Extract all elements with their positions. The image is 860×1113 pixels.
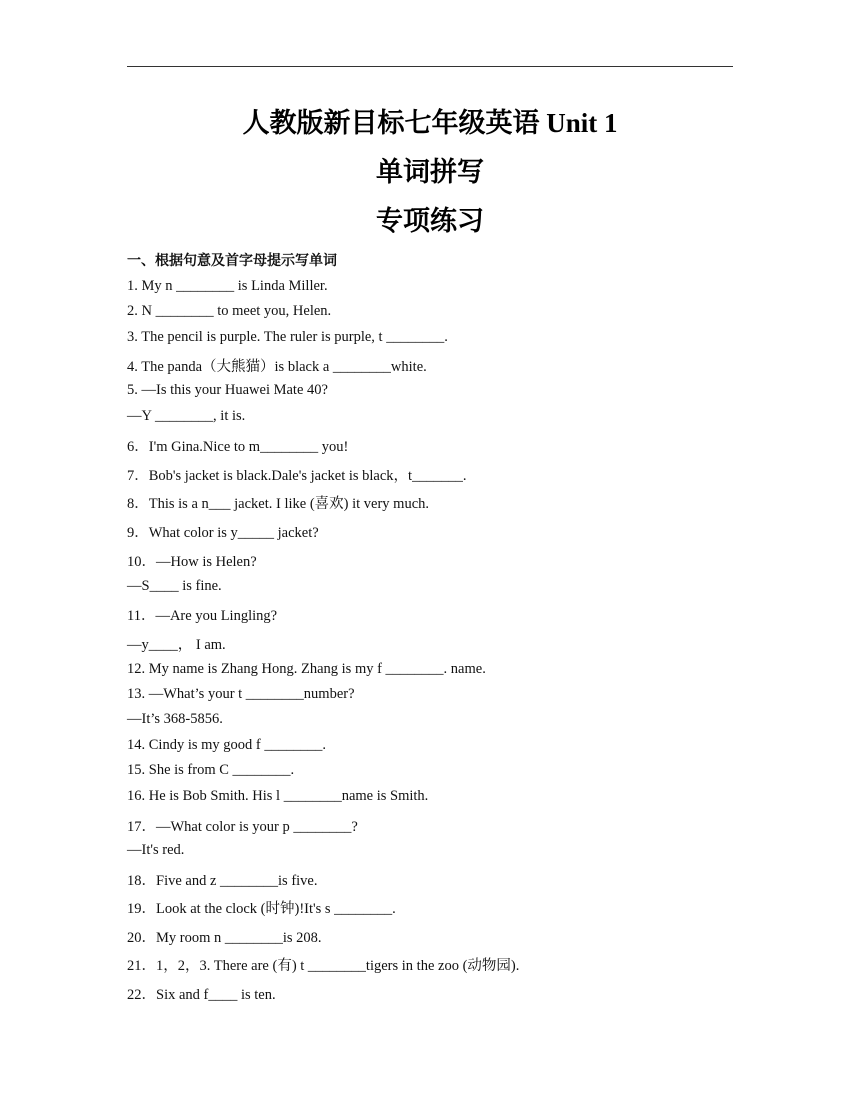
page-subtitle: 单词拼写 <box>376 157 484 187</box>
exercise-line: —y____， I am. <box>127 637 226 653</box>
exercise-line: 22．Six and f____ is ten. <box>127 987 276 1003</box>
exercise-line: 6．I'm Gina.Nice to m________ you! <box>127 439 349 455</box>
exercise-line: —It’s 368-5856. <box>127 711 223 727</box>
exercise-line: 9．What color is y_____ jacket? <box>127 525 319 541</box>
exercise-line: 4. The panda（大熊猫）is black a ________white. <box>127 359 427 375</box>
exercise-line: 17．—What color is your p ________? <box>127 819 358 835</box>
exercise-line: 19．Look at the clock (时钟)!It's s ________. <box>127 901 396 917</box>
exercise-line: 11．—Are you Lingling? <box>127 608 278 624</box>
exercise-line: 7．Bob's jacket is black.Dale's jacket is black，t_______. <box>127 468 467 484</box>
exercise-line: 14. Cindy is my good f ________. <box>127 737 326 753</box>
exercise-line: 21．1，2，3. There are (有) t ________tigers in the zoo (动物园). <box>127 958 520 974</box>
exercise-line: 12. My name is Zhang Hong. Zhang is my f ________. name. <box>127 661 486 677</box>
exercise-line: 2. N ________ to meet you, Helen. <box>127 303 332 319</box>
exercise-line: 3. The pencil is purple. The ruler is purple, t ________. <box>127 329 448 345</box>
exercise-line: 10．—How is Helen? <box>127 554 257 570</box>
exercise-line: —It's red. <box>127 842 185 858</box>
exercise-line: 18．Five and z ________is five. <box>127 873 318 889</box>
exercise-line: —Y ________, it is. <box>127 408 246 424</box>
section-heading: 一、根据句意及首字母提示写单词 <box>127 253 337 269</box>
exercise-line: 8．This is a n___ jacket. I like (喜欢) it very much. <box>127 496 430 512</box>
page-title: 人教版新目标七年级英语 Unit 1 <box>242 108 618 138</box>
exercise-line: 16. He is Bob Smith. His l ________name is Smith. <box>127 788 429 804</box>
exercise-line: 13. —What’s your t ________number? <box>127 686 355 702</box>
header-rule <box>127 66 733 67</box>
exercise-line: —S____ is fine. <box>127 578 222 594</box>
exercise-line: 1. My n ________ is Linda Miller. <box>127 278 328 294</box>
exercise-line: 5. —Is this your Huawei Mate 40? <box>127 382 328 398</box>
exercise-line: 20．My room n ________is 208. <box>127 930 322 946</box>
page-subtitle-2: 专项练习 <box>376 206 484 236</box>
exercise-line: 15. She is from C ________. <box>127 762 295 778</box>
